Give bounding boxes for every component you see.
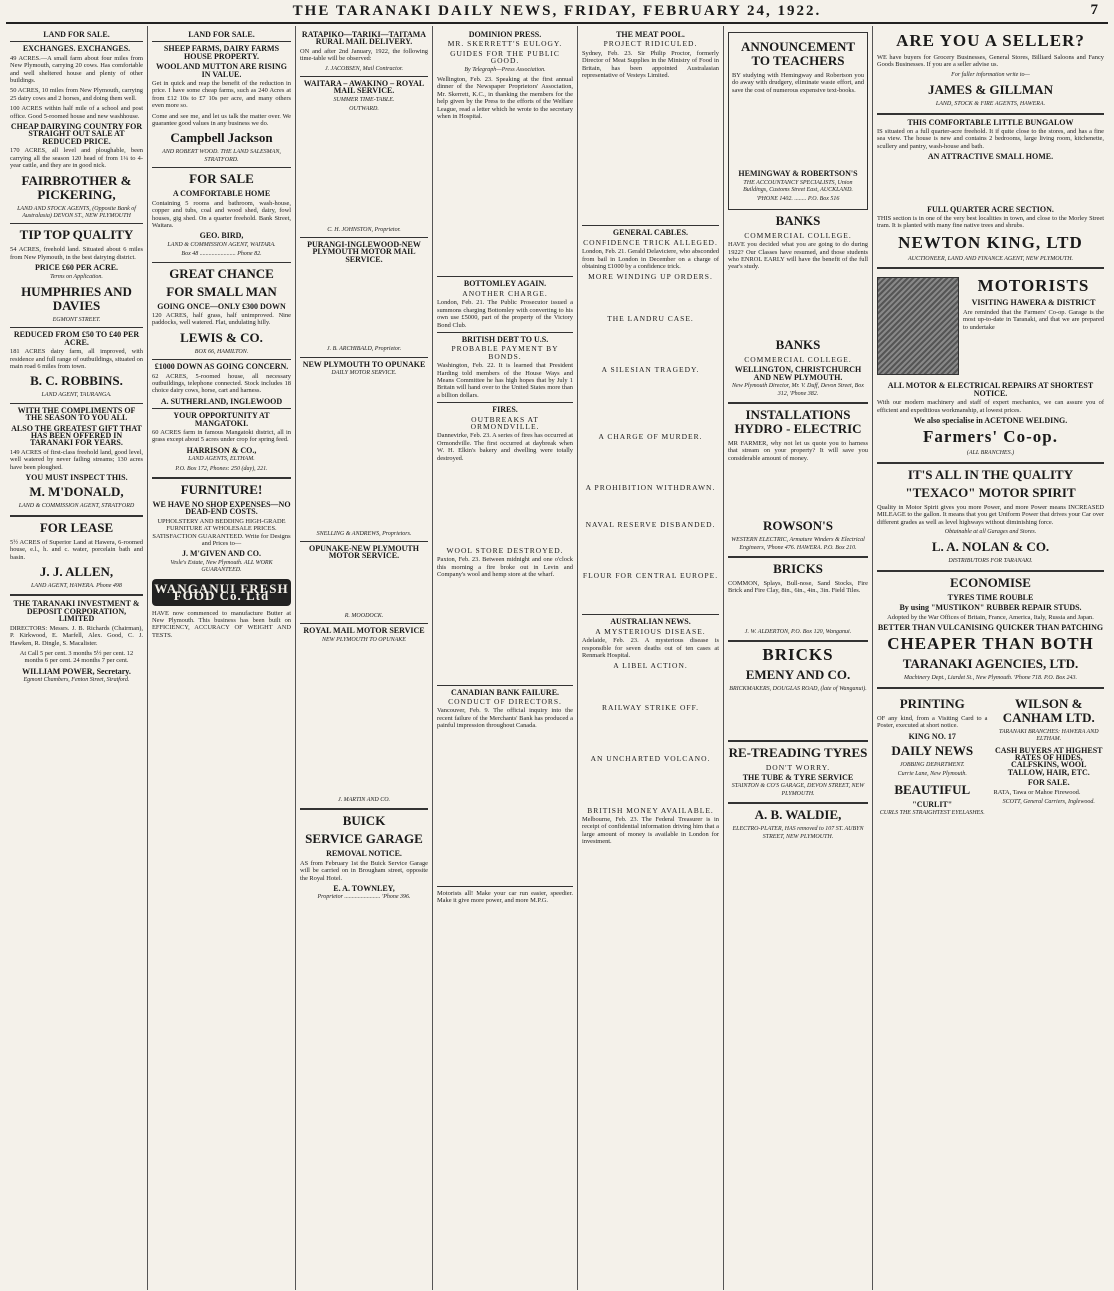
bird-address: LAND & COMMISSION AGENT, WAITARA. xyxy=(167,241,276,248)
banks-heading: BANKS xyxy=(775,212,821,228)
compliments-heading: WITH THE COMPLIMENTS OF THE SEASON TO YOU ALL xyxy=(17,405,136,423)
furniture-sub: WE HAVE NO SHOP EXPENSES—NO DEAD-END COSTS. xyxy=(152,500,291,517)
come-body: Come and see me, and let us talk the matter over. We guarantee good values in any business we do. xyxy=(152,112,291,128)
meat-pool-heading: THE MEAT POOL. xyxy=(616,30,685,39)
nolan-sub: DISTRIBUTORS FOR TARANAKI. xyxy=(948,558,1033,565)
dominion-filler xyxy=(437,123,573,273)
motorists-heading: MOTORISTS xyxy=(977,276,1090,296)
opportunity-heading: YOUR OPPORTUNITY AT MANGATOKI. xyxy=(173,411,270,428)
column-5 xyxy=(578,26,724,1290)
snelling-sign: SNELLING & ANDREWS, Proprietors. xyxy=(316,530,412,537)
emeny-heading: EMENY AND CO. xyxy=(745,667,851,683)
wool-filler xyxy=(437,582,573,682)
garages-line: Obtainable at all Garages and Stores. xyxy=(944,528,1037,535)
fires-heading: FIRES. xyxy=(492,405,518,415)
small-man-heading: FOR SMALL MAN xyxy=(166,283,277,299)
rata-ad: RATA, Tawa or Mahoe Firewood. xyxy=(993,788,1081,796)
rataipiko-heading: RATAPIKO—TARIKI—TAITAMA RURAL MAIL DELIVERY. xyxy=(301,30,427,47)
directors-list: DIRECTORS: Messrs. J. B. Richards (Chairman), P. Kirkwood, E. Marfell, Alex. Good, C. J. Hawken, R. Dingle, S. Macalister. xyxy=(10,624,143,647)
canadian-filler xyxy=(437,733,573,883)
newton-king-heading: NEWTON KING, LTD xyxy=(898,232,1083,252)
royal-mail-heading: ROYAL MAIL MOTOR SERVICE xyxy=(303,626,425,636)
british-body: Washington, Feb. 22. It is learned that President Harding told members of the House Ways and Means Committee he has high hopes that by July 1 Britain will hand over to the United States more than a billion dollars. xyxy=(437,362,573,399)
alderton-sign: J. W. ALDERTON, P.O. Box 120, Wanganui. xyxy=(744,628,852,635)
visiting-body: Are reminded that the Farmers' Co-op. Garage is the most up-to-date in Taranaki, and that we are prepared to undertake xyxy=(963,308,1104,331)
small-home-heading: AN ATTRACTIVE SMALL HOME. xyxy=(927,152,1054,162)
texaco-heading: "TEXACO" MOTOR SPIRIT xyxy=(905,484,1076,500)
printing-heading: PRINTING xyxy=(899,695,965,711)
seller-body: WE have buyers for Grocery Businesses, General Stores, Billiard Saloons and Fancy Goods Businesses. If you are a seller advise us. xyxy=(877,54,1104,69)
beautiful-heading: BEAUTIFUL xyxy=(894,781,971,797)
deposit-rates: At Call 5 per cent. 3 months 5½ per cent. 12 months 6 per cent. 24 months 7 per cent. xyxy=(19,649,134,665)
archibald-sign: J. B. ARCHIBALD, Proprietor. xyxy=(326,346,402,353)
dominion-body: Wellington, Feb. 23. Speaking at the first annual dinner of the Newspaper Proprietors' Association, Mr. Skerrett, K.C., in thanking the members for the help given by the Press to the efforts of the Welfare League, read a letter which he wrote to the secretary when in Hospital. xyxy=(437,76,573,121)
terms-line: Terms on Application. xyxy=(50,273,103,280)
outward-label: OUTWARD. xyxy=(349,106,379,113)
purangi-timetable xyxy=(300,265,428,345)
duff-line: New Plymouth Director, Mr. V. Duff, Devon Street, Box 312, 'Phone 382. xyxy=(732,383,864,397)
guides-subhead: GUIDES FOR THE PUBLIC GOOD. xyxy=(450,48,560,66)
meat-filler xyxy=(582,82,719,222)
money-subhead: BRITISH MONEY AVAILABLE. xyxy=(587,805,714,815)
nolan-heading: L. A. NOLAN & CO. xyxy=(931,539,1050,555)
down-heading: £1000 DOWN AS GOING CONCERN. xyxy=(154,362,289,372)
bungalow-body: IS situated on a full quarter-acre freehold. It if quite close to the stores, and has a fine sea view. The house is new and contains 2 bedrooms, large living room, kitchenette, scullery and pantry, wash-house and bath. xyxy=(877,128,1104,150)
commercial-college: COMMERCIAL COLLEGE. xyxy=(744,230,852,240)
installations-body: MR FARMER, why not let us quote you to harness that stream on your property? It will save you considerable amount of money. xyxy=(728,439,868,462)
land-for-sale-heading-2: LAND FOR SALE. xyxy=(188,30,255,39)
wilson-canham-sub: TARANAKI BRANCHES: HAWERA AND ELTHAM. xyxy=(998,728,1099,743)
daily-news-heading: DAILY NEWS xyxy=(891,743,974,758)
probable-payment: PROBABLE PAYMENT BY BONDS. xyxy=(451,344,559,361)
jacobsen-sign: J. JACOBSEN, Mail Contractor. xyxy=(325,65,403,72)
service-garage-heading: SERVICE GARAGE xyxy=(305,831,423,847)
emeny-sub: BRICKMAKERS, DOUGLAS ROAD, (late of Wanganui). xyxy=(729,686,867,693)
johnston-sign: C. H. JOHNSTON, Proprietor. xyxy=(327,226,401,233)
mysterious-body: Adelaide, Feb. 23. A mysterious disease is responsible for seven deaths out of ten cases at Renmark Hospital. xyxy=(582,637,719,659)
railway-subhead: RAILWAY STRIKE OFF. xyxy=(601,702,700,712)
commercial-college-2: COMMERCIAL COLLEGE. xyxy=(744,354,852,364)
dominion-press-heading: DOMINION PRESS. xyxy=(468,30,542,39)
mgiven-sub: Vesle's Estate, New Plymouth. ALL WORK GUARANTEED. xyxy=(170,559,273,574)
buick-heading: BUICK xyxy=(342,813,386,829)
removal-notice: REMOVAL NOTICE. xyxy=(326,849,402,859)
bricks-heading: BRICKS xyxy=(773,560,823,576)
comfortable-home-heading: A COMFORTABLE HOME xyxy=(172,189,271,199)
wool-body: Get in quick and reap the benefit of the reduction in price. I have some cheap farms, such as 240 Acres at from £12 10s to £7 10s per acre, and many others even more so. xyxy=(152,80,291,110)
texaco-body: Quality in Motor Spirit gives you more Power, and more Power means INCREASED MILEAGE to the gallon. It means that you get Uniform Power that drives your Car over different grades as well as level highways without diminishing force. xyxy=(877,503,1104,526)
land-for-sale-heading: LAND FOR SALE. xyxy=(43,30,110,39)
outbreaks-subhead: OUTBREAKS AT ORMONDVILLE. xyxy=(470,414,540,431)
welding-line: We also specialise in ACETONE WELDING. xyxy=(913,415,1068,425)
fires-body: Dannevirke, Feb. 23. A series of fires has occurred at Ormondville. The first occurred at daybreak when W. H. Elkin's bakery and dwelling were totally destroyed. xyxy=(437,432,573,462)
curlit-heading: "CURLIT" xyxy=(912,799,953,809)
rowson-heading: ROWSON'S xyxy=(762,518,834,534)
townley-sub: Proprietor ........................ 'Phone 396. xyxy=(317,894,411,901)
mgiven-name: J. M'GIVEN AND CO. xyxy=(182,549,261,559)
waldie-sub: ELECTRO-PLATER, HAS removed to 107 ST. AUBYN STREET, NEW PLYMOUTH. xyxy=(732,826,864,840)
opunake-sub: DAILY MOTOR SERVICE. xyxy=(331,370,397,377)
ad-181-acres: 181 ACRES dairy farm, all improved, with residence and full range of outbuildings, situated on main road 6 miles from town. xyxy=(10,348,143,370)
cash-buyers: CASH BUYERS AT HIGHEST RATES OF HIDES, CALFSKINS, WOOL TALLOW, HAIR, ETC. xyxy=(994,745,1103,777)
waldie-heading: A. B. WALDIE, xyxy=(754,807,842,823)
sheep-farms-heading: SHEEP FARMS, DAIRY FARMS HOUSE PROPERTY. xyxy=(163,44,280,61)
column-2 xyxy=(148,26,296,1290)
british-debt-heading: BRITISH DEBT TO U.S. xyxy=(461,334,549,344)
quality-heading: IT'S ALL IN THE QUALITY xyxy=(907,466,1074,482)
dont-worry: DON'T WORRY. xyxy=(765,762,831,772)
currie-lane: Currie Lane, New Plymouth. xyxy=(897,771,967,778)
ad-149-acres: 149 ACRES of first-class freehold land, good level, well watered by never failing streams; 130 acres have been ploughed. xyxy=(10,448,143,471)
ad-54-acres: 54 ACRES, freehold land. Situated about 6 miles from New Plymouth, in the best dairying district. xyxy=(10,246,143,261)
quarter-acre-body: THIS section is in one of the very best localities in town, and close to the Morley Street tram. It is planted with many fine native trees and shrubs. xyxy=(877,215,1104,230)
quarter-acre-heading: FULL QUARTER ACRE SECTION. xyxy=(927,204,1054,214)
scott-sign: SCOTT, General Carriers, Inglewood. xyxy=(1002,799,1095,806)
ad-120-acres: 120 ACRES, half grass, half unimproved. Nine paddocks, well watered. Flat, undulating hilly. xyxy=(152,311,291,327)
timetable-block xyxy=(300,116,428,226)
installations-heading: INSTALLATIONS HYDRO - ELECTRIC xyxy=(734,406,862,436)
buick-body: AS from February 1st the Buick Service Garage will be carried on in Brougham street, opposite the Royal Hotel. xyxy=(300,859,428,882)
great-chance-heading: GREAT CHANCE xyxy=(169,265,274,281)
printing-body: OF any kind, from a Visiting Card to a Poster, executed at short notice. xyxy=(877,714,988,730)
conduct-subhead: CONDUCT OF DIRECTORS. xyxy=(448,697,562,707)
price-line: PRICE £60 PER ACRE. xyxy=(34,263,119,273)
townley-name: E. A. TOWNLEY, xyxy=(333,883,395,893)
royal-mail-timetable xyxy=(300,646,428,796)
bottomley-body: London, Feb. 21. The Public Prosecutor issued a summons charging Bottomley with converting to his own use £5000, part of the property of the Victory Bond Club. xyxy=(437,299,573,329)
wanganui-fresh-food-logo: WANGANUI FRESH FOOD Co. Ltd xyxy=(152,579,291,606)
stainton-garage: STAINTON & CO'S GARAGE, DEVON STREET, NEW PLYMOUTH. xyxy=(731,783,865,797)
mustikon-line: By using "MUSTIKON" RUBBER REPAIR STUDS. xyxy=(899,603,1082,613)
lease-ad: 5½ ACRES of Superior Land at Hawera, 6-roomed house, e.l., h. and c. water, porcelain bath and basin. xyxy=(10,538,143,561)
hemingway-sub: THE ACCOUNTANCY SPECIALISTS, Union Buildings, Customs Street East, AUCKLAND. xyxy=(743,179,853,194)
column-6 xyxy=(724,26,873,1290)
ad-62-acres: 62 ACRES, 5-roomed house, all necessary outbuildings, telephone connected. Stock includes 18 choice dairy cows, horse, cart and harness. xyxy=(152,372,291,395)
rowson-sub: WESTERN ELECTRIC, Armature Winders & Electrical Engineers, 'Phone 476. HAWERA. P.O. Box 210. xyxy=(731,537,865,551)
curlit-sub: CURLS THE STRAIGHTEST EYELASHES. xyxy=(879,810,985,817)
another-charge: ANOTHER CHARGE. xyxy=(462,288,548,298)
banks-body: HAVE you decided what you are going to do during 1922? Our Classes have resumed, and those students who ENROL EARLY will have the benefit of the full year's study. xyxy=(728,241,868,271)
confidence-subhead: CONFIDENCE TRICK ALLEGED. xyxy=(583,237,718,247)
fairbrother-name: FAIRBROTHER & PICKERING, xyxy=(21,172,132,202)
cheaper-heading: CHEAPER THAN BOTH xyxy=(887,634,1094,654)
modern-body: With our modern machinery and staff of expert mechanics, we can assure you of efficient and expeditious workmanship, at lowest prices. xyxy=(877,399,1104,414)
tube-tyre-service: THE TUBE & TYRE SERVICE xyxy=(742,772,854,782)
retreading-heading: RE-TREADING TYRES xyxy=(728,744,868,760)
reduced-heading: REDUCED FROM £50 TO £40 PER ACRE. xyxy=(13,330,140,347)
home-body: Containing 5 rooms and bathroom, wash-house, copper and tubs, coal and wood shed, dairy, fowl houses, gig shed. On a quarter freehold. Bank Street, Waitara. xyxy=(152,199,291,229)
james-gillman-sub: LAND, STOCK & FIRE AGENTS, HAWERA. xyxy=(935,101,1046,108)
confidence-body: London, Feb. 21. Gerald Delaviciere, who absconded from bail in London in December on a charge of obtaining £1000 by a confidence trick. xyxy=(582,248,719,271)
tip-top-heading: TIP TOP QUALITY xyxy=(19,227,134,243)
motorist-illustration xyxy=(877,277,959,375)
seller-heading: ARE YOU A SELLER? xyxy=(896,31,1085,50)
murder-subhead: A CHARGE OF MURDER. xyxy=(598,431,703,441)
all-branches: (ALL BRANCHES.) xyxy=(966,450,1015,457)
humphries-address: EGMONT STREET. xyxy=(52,316,101,323)
motorists-ad: Motorists all! Make your car run easier, speedier. Make it give more power, and more M.P.G. xyxy=(437,889,573,905)
banks-heading-2: BANKS xyxy=(775,336,821,352)
announcement-heading: ANNOUNCEMENT TO TEACHERS xyxy=(740,39,856,68)
wanganui-body: HAVE now commenced to manufacture Butter at New Plymouth. This business has been built on EFFICIENCY, ACCURACY OF WEIGHT AND TESTS. xyxy=(152,609,291,639)
masthead xyxy=(6,0,1108,24)
waitara-mail-heading: WAITARA – AWAKINO – ROYAL MAIL SERVICE. xyxy=(303,79,425,96)
column-3 xyxy=(296,26,433,1290)
fairbrother-address: LAND AND STOCK AGENTS, (Opposite Bank of Australasia) DEVON ST., NEW PLYMOUTH xyxy=(17,205,136,219)
furniture-heading: FURNITURE! xyxy=(180,482,263,498)
cheap-dairying-heading: CHEAP DAIRYING COUNTRY FOR STRAIGHT OUT SALE AT REDUCED PRICE. xyxy=(10,122,143,146)
teachers-ad xyxy=(728,32,868,210)
opunake-heading: NEW PLYMOUTH TO OPUNAKE xyxy=(302,359,426,369)
exchanges-heading: EXCHANGES. EXCHANGES. xyxy=(22,44,131,54)
campbell-jackson-name: Campbell Jackson xyxy=(170,130,273,146)
james-gillman-name: JAMES & GILLMAN xyxy=(928,82,1053,98)
going-once-heading: GOING ONCE—ONLY £300 DOWN xyxy=(157,301,286,311)
telegraph-credit-1: By Telegraph—Press Association. xyxy=(464,66,546,73)
bottomley-heading: BOTTOMLEY AGAIN. xyxy=(463,279,547,289)
money-body: Melbourne, Feb. 23. The Federal Treasurer is in receipt of confidential information driving him that a large amount of money is available in London for investment. xyxy=(582,815,719,846)
bargain-heading: ALSO THE GREATEST GIFT THAT HAS BEEN OFFERED IN TARANAKI FOR YEARS. xyxy=(11,423,142,448)
bricks-heading-2: BRICKS xyxy=(762,645,834,665)
upholstery-body: UPHOLSTERY AND BEDDING HIGH-GRADE FURNITURE AT WHOLESALE PRICES. SATISFACTION GUARANTEED. Write for Designs and Prices to— xyxy=(152,517,291,548)
moodock-sign: R. MOODOCK. xyxy=(344,612,384,619)
robbins-address: LAND AGENT, TAURANGA. xyxy=(41,392,112,399)
australian-news-heading: AUSTRALIAN NEWS. xyxy=(610,617,691,627)
canadian-bank-heading: CANADIAN BANK FAILURE. xyxy=(450,687,560,697)
columns xyxy=(6,26,1108,1290)
opunake2-body xyxy=(300,562,428,612)
bird-box: Box 48 ........................ Phone 82. xyxy=(181,251,262,258)
page-number: 7 xyxy=(1090,2,1100,18)
silesian-subhead: A SILESIAN TRAGEDY. xyxy=(601,365,700,375)
particulars-line: For fuller information write to— xyxy=(951,71,1030,78)
bottom-ads xyxy=(877,693,1104,820)
wool-heading: WOOL AND MUTTON ARE RISING IN VALUE. xyxy=(156,62,287,79)
bungalow-heading: THIS COMFORTABLE LITTLE BUNGALOW xyxy=(907,117,1074,127)
ridiculed-subhead: PROJECT RIDICULED. xyxy=(603,39,698,49)
economise-heading: ECONOMISE xyxy=(950,574,1031,590)
mdonald-name: M. M'DONALD, xyxy=(29,484,124,500)
adopted-line: Adopted by the War Offices of Britain, France, America, Italy, Russia and Japan. xyxy=(887,613,1094,621)
harrison-name: HARRISON & CO., xyxy=(186,445,257,455)
opunake-timetable xyxy=(300,380,428,530)
column-7 xyxy=(873,26,1108,1290)
harrison-address: LAND AGENTS, ELTHAM. xyxy=(188,456,255,463)
ad-49-acres: 49 ACRES.—A small farm about four miles from New Plymouth, carrying 20 cows. Has comfortable and well sheltered house and plenty of other buildings. xyxy=(10,54,143,85)
newton-king-sub: AUCTIONEER, LAND AND FINANCE AGENT, NEW PLYMOUTH. xyxy=(907,255,1074,262)
royal-mail-sub: NEW PLYMOUTH TO OPUNAKE xyxy=(322,636,406,643)
canadian-body: Vancouver, Feb. 9. The official inquiry into the recent failure of the Merchants' Bank has produced a painful impression throughout Canada. xyxy=(437,707,573,730)
better-line: BETTER THAN VULCANISING QUICKER THAN PATCHING xyxy=(877,622,1104,632)
tyres-time-trouble: TYRES TIME ROUBLE xyxy=(947,592,1034,602)
libel-subhead: A LIBEL ACTION. xyxy=(613,661,688,671)
mysterious-subhead: A MYSTERIOUS DISEASE. xyxy=(595,626,706,636)
motorists-ad-block xyxy=(877,273,1104,379)
winding-subhead: MORE WINDING UP ORDERS. xyxy=(588,272,713,282)
bird-name: GEO. BIRD, xyxy=(199,231,244,241)
allen-name: J. J. ALLEN, xyxy=(39,564,114,580)
sutherland-name: A. SUTHERLAND, INGLEWOOD xyxy=(160,396,283,406)
for-sale-heading-7: FOR SALE. xyxy=(1027,778,1070,788)
hemingway-phone: 'PHONE 1402. ........ P.O. Box 516 xyxy=(756,196,840,203)
meat-body: Sydney, Feb. 23. Sir Philip Proctor, formerly Director of Meat Supplies in the Ministry of Food in Britain, has been appointed Australasian representative of Vesteys Limited. xyxy=(582,49,719,80)
column-4 xyxy=(433,26,578,1290)
visiting-heading: VISITING HAWERA & DISTRICT xyxy=(971,298,1096,308)
summer-timetable: SUMMER TIME-TABLE. xyxy=(333,96,395,103)
secretary-name: WILLIAM POWER, Secretary. xyxy=(22,666,131,676)
robbins-name: B. C. ROBBINS. xyxy=(30,373,123,389)
purangi-heading: PURANGI-INGLEWOOD-NEW PLYMOUTH MOTOR MAIL SERVICE. xyxy=(307,240,421,264)
campbell-jackson-sub: AND ROBERT WOOD. THE LAND SALESMAN, STRATFORD. xyxy=(162,149,281,163)
prohibition-subhead: A PROHIBITION WITHDRAWN. xyxy=(585,483,716,493)
ad-170-acres: 170 ACRES, all level and ploughable, been carrying all the season 120 head of from 1¼ to 4-year cattle, and they are in good nick. xyxy=(10,147,143,170)
hemingway-name: HEMINGWAY & ROBERTSON'S xyxy=(738,169,858,179)
wool-store-body: Paxton, Feb. 23. Between midnight and one o'clock this morning a fire broke out in Levin and Company's wool and hemp store at the wharf. xyxy=(437,556,573,579)
ad-100-acres: 100 ACRES within half mile of a school and post office. Good 5-roomed house and new washhouse. xyxy=(10,105,143,120)
ad-60-acres: 60 ACRES farm in famous Mangatoki district, all in grass except about 5 acres under crop for spring feed. xyxy=(152,429,291,444)
column-1 xyxy=(6,26,148,1290)
taranaki-investment-heading: THE TARANAKI INVESTMENT & DEPOSIT CORPORATION, LIMITED xyxy=(13,599,140,624)
volcano-subhead: AN UNCHARTED VOLCANO. xyxy=(590,754,711,764)
mdonald-address: LAND & COMMISSION AGENT, STRATFORD xyxy=(18,503,135,510)
egmont-chambers: Egmont Chambers, Fenton Street, Stratford. xyxy=(23,677,130,684)
naval-subhead: NAVAL RESERVE DISBANDED. xyxy=(585,519,716,529)
masthead-title: THE TARANAKI DAILY NEWS, FRIDAY, FEBRUARY 24, 1922. xyxy=(292,2,822,19)
wilson-canham-heading: WILSON & CANHAM LTD. xyxy=(1002,695,1095,725)
landru-subhead: THE LANDRU CASE. xyxy=(607,313,694,323)
for-sale-heading: FOR SALE xyxy=(189,171,254,187)
eulogy-subhead: MR. SKERRETT'S EULOGY. xyxy=(447,39,563,49)
king-line: KING NO. 17 xyxy=(908,731,956,741)
flour-subhead: FLOUR FOR CENTRAL EUROPE. xyxy=(582,570,719,580)
rataipiko-body: ON and after 2nd January, 1922, the following time-table will be observed: xyxy=(300,47,428,63)
fires-filler xyxy=(437,465,573,545)
ad-50-acres: 50 ACRES, 10 miles from New Plymouth, carrying 25 dairy cows and 2 horses, and doing them well. xyxy=(10,87,143,102)
humphries-name: HUMPHRIES AND DAVIES xyxy=(21,283,132,313)
inspect-line: YOU MUST INSPECT THIS. xyxy=(25,473,128,483)
wellington-line: WELLINGTON, CHRISTCHURCH AND NEW PLYMOUTH. xyxy=(734,365,862,382)
for-lease-heading: FOR LEASE xyxy=(39,519,114,535)
harrison-po: P.O. Box 172, Phones: 250 (day), 221. xyxy=(175,465,268,472)
taranaki-agencies-heading: TARANAKI AGENCIES, LTD. xyxy=(902,656,1079,672)
lewis-address: BOX 66, HAMILTON. xyxy=(194,348,249,355)
farmers-coop-heading: Farmers' Co-op. xyxy=(923,427,1058,447)
allen-address: LAND AGENT, HAWERA. Phone 498 xyxy=(31,583,122,590)
opunake2-heading: OPUNAKE-NEW PLYMOUTH MOTOR SERVICE. xyxy=(308,543,419,561)
martin-sign: J. MARTIN AND CO. xyxy=(337,796,391,803)
jobbing-dept: JOBBING DEPARTMENT. xyxy=(899,762,965,768)
bricks-body: COMMON, Splays, Bull-nose, Sand Stocks, Fire Brick and Fire Clay, 8in., 6in., 4in., 3in. Field Tiles. xyxy=(728,579,868,595)
lewis-name: LEWIS & CO. xyxy=(180,329,263,345)
repairs-heading: ALL MOTOR & ELECTRICAL REPAIRS AT SHORTEST NOTICE. xyxy=(887,381,1094,398)
announcement-body: BY studying with Hemingway and Robertson you do away with drudgery, eliminate waste effort, and save the cost of numerous expensive text-books. xyxy=(732,72,864,94)
wool-store-subhead: WOOL STORE DESTROYED. xyxy=(446,546,564,555)
agencies-sub: Machinery Dept., Liardet St., New Plymouth. 'Phone 718. P.O. Box 243. xyxy=(903,675,1078,682)
general-cables-heading: GENERAL CABLES. xyxy=(612,228,689,238)
